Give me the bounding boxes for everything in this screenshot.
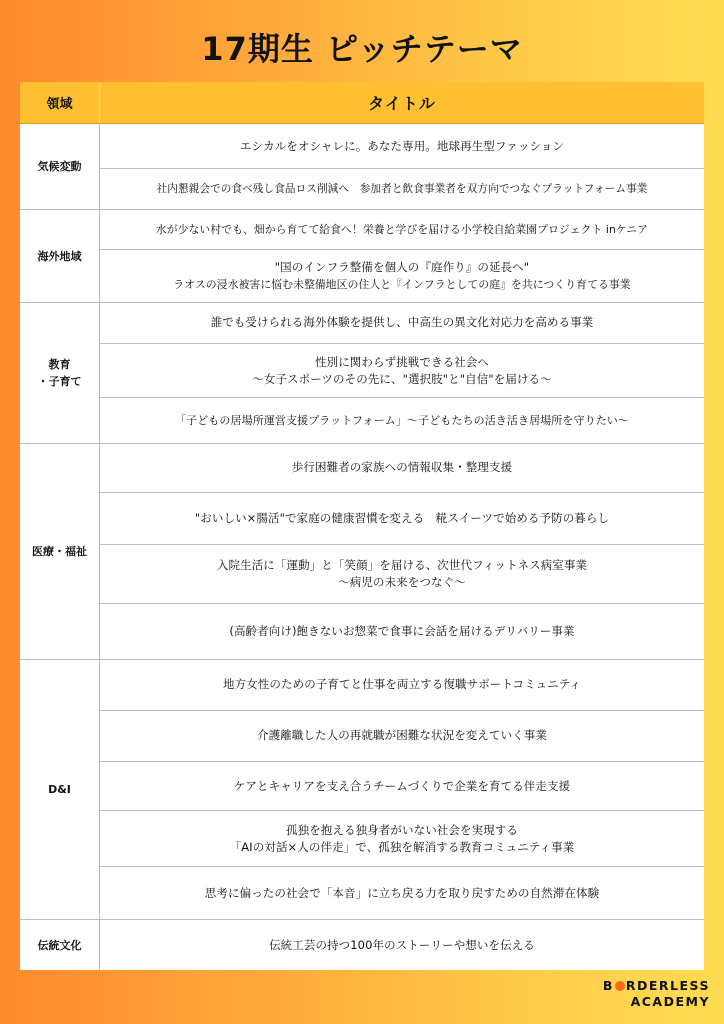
logo-circle-icon xyxy=(615,981,625,991)
domain-cell: 伝統文化 xyxy=(20,920,100,970)
row-text: 歩行困難者の家族への情報収集・整理支援 xyxy=(291,460,513,475)
header-domain: 領域 xyxy=(20,82,100,123)
group-climate xyxy=(20,124,704,210)
row-text: 思考に偏ったの社会で「本音」に立ち戻る力を取り戻すための自然滞在体験 xyxy=(204,885,600,900)
header-title: タイトル xyxy=(368,94,436,113)
row-text: 介護離職した人の再就職が困難な状況を変えていく事業 xyxy=(257,728,547,743)
row-text: 性別に関わらず挑戦できる社会へ xyxy=(315,354,489,369)
table-row xyxy=(100,124,704,169)
row-text: 「AIの対話×人の伴走」で、孤独を解消する教育コミュニティ事業 xyxy=(229,839,575,854)
table-row xyxy=(100,867,704,919)
domain-cell xyxy=(20,303,100,443)
row-text: 〜女子スポーツのその先に、"選択肢"と"自信"を届ける〜 xyxy=(252,371,552,386)
group-overseas xyxy=(20,210,704,303)
row-text: 〜病児の未来をつなぐ〜 xyxy=(338,574,466,589)
table-row xyxy=(100,604,704,659)
page-title: 17期生 ピッチテーマ xyxy=(201,30,523,68)
group-medical xyxy=(20,444,704,660)
table-row xyxy=(100,398,704,443)
domain-text: ・子育て xyxy=(37,375,82,388)
table-row xyxy=(100,545,704,605)
domain-cell: D&I xyxy=(20,660,100,919)
row-text: (高齢者向け)飽きないお惣菜で食事に会話を届けるデリバリー事業 xyxy=(229,624,575,639)
table-row xyxy=(100,811,704,867)
logo-text-rderless: RDERLESS xyxy=(625,978,710,993)
logo-text-b: B xyxy=(602,978,614,993)
table-row xyxy=(100,210,704,250)
table-header xyxy=(20,82,704,124)
row-text: "おいしい×腸活"で家庭の健康習慣を変える 糀スイーツで始める予防の暮らし xyxy=(194,510,610,525)
domain-cell: 医療・福祉 xyxy=(20,444,100,659)
table-row xyxy=(100,493,704,545)
borderless-academy-logo xyxy=(560,978,710,1018)
table-row xyxy=(100,169,704,209)
row-text: 水が少ない村でも、畑から育てて給食へ！栄養と学びを届ける小学校自給菜園プロジェクト inケニア xyxy=(155,222,649,236)
row-text: 孤独を抱える独身者がいない社会を実現する xyxy=(286,822,518,837)
table-row xyxy=(100,250,704,302)
row-text: エシカルをオシャレに。あなた専用。地球再生型ファッション xyxy=(239,138,565,153)
pitch-theme-table xyxy=(20,82,704,970)
table-row xyxy=(100,711,704,762)
domain-text: 教育 xyxy=(48,358,71,371)
domain-cell: 気候変動 xyxy=(20,124,100,209)
row-text: 地方女性のための子育てと仕事を両立する復職サポートコミュニティ xyxy=(223,677,581,692)
group-diversity xyxy=(20,660,704,920)
table-row xyxy=(100,660,704,711)
row-text: ケアとキャリアを支え合うチームづくりで企業を育てる伴走支援 xyxy=(233,778,571,793)
row-text: ラオスの浸水被害に悩む未整備地区の住人と『インフラとしての庭』を共につくり育てる事業 xyxy=(173,277,631,291)
table-row xyxy=(100,344,704,399)
domain-cell: 海外地域 xyxy=(20,210,100,302)
logo-line-1 xyxy=(560,978,710,994)
table-row xyxy=(100,920,704,970)
table-row xyxy=(100,303,704,344)
group-tradition xyxy=(20,920,704,970)
group-education xyxy=(20,303,704,444)
row-text: 伝統工芸の持つ100年のストーリーや想いを伝える xyxy=(269,937,535,952)
logo-line-2: ACADEMY xyxy=(630,994,710,1009)
row-text: "国のインフラ整備を個人の『庭作り』の延長へ" xyxy=(274,259,530,274)
row-text: 社内懇親会での食べ残し食品ロス削減へ 参加者と飲食事業者を双方向でつなぐプラットフォーム事業 xyxy=(156,182,648,195)
row-text: 誰でも受けられる海外体験を提供し、中高生の異文化対応力を高める事業 xyxy=(210,315,594,330)
table-row xyxy=(100,762,704,812)
row-text: 「子どもの居場所運営支援プラットフォーム」〜子どもたちの活き活き居場所を守りたい〜 xyxy=(175,414,629,428)
row-text: 入院生活に「運動」と「笑顔」を届ける、次世代フィットネス病室事業 xyxy=(216,557,588,572)
table-row xyxy=(100,444,704,493)
